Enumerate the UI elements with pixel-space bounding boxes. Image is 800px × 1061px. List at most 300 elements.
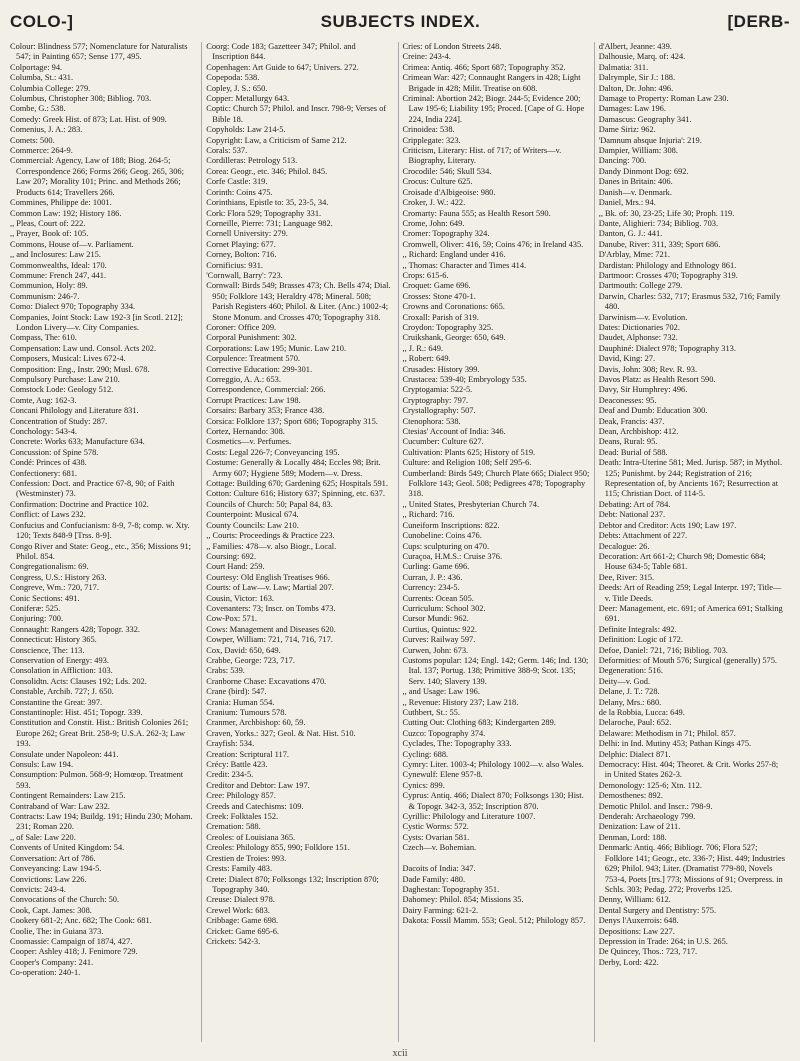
index-entry: Cystic Worms: 572. <box>402 822 469 832</box>
index-entry: Conjuring: 700. <box>10 614 64 624</box>
index-entry: Croxall: Parish of 319. <box>402 312 479 322</box>
index-entry: Communism: 246-7. <box>10 291 80 301</box>
index-entry: Copley, J. S.: 650. <box>206 83 268 93</box>
index-entry: ,, and Usage: Law 196. <box>402 687 480 697</box>
index-entry: Demotic Philol. and Inscr.: 798-9. <box>598 801 713 811</box>
index-entry: Creine: 243-4. <box>402 52 451 62</box>
index-entry: Credit: 234-5. <box>206 770 254 780</box>
index-entry: Cynics: 899. <box>402 780 445 790</box>
index-entry: Cows: Management and Diseases 620. <box>206 624 336 634</box>
index-entry: Cow-Pox: 571. <box>206 614 257 624</box>
index-entry: Deaf and Dumb: Education 300. <box>598 406 708 416</box>
index-entry: Cunobeline: Coins 476. <box>402 531 482 541</box>
index-entry: Cuzco: Topography 374. <box>402 728 486 738</box>
index-entry: Criminal: Abortion 242; Biogr. 244-5; Evidence 200; Law 195-6; Liability 195; Proced. [Cape of G. Hope 224, India 224]. <box>402 94 585 124</box>
index-entry: Crystallography: 507. <box>402 406 476 416</box>
index-entry: Columbus, Christopher 308; Bibliog. 703. <box>10 94 152 104</box>
index-entry: Ctesias' Account of India: 346. <box>402 427 506 437</box>
index-entry: Counterpoint: Musical 674. <box>206 510 299 520</box>
index-entry: Constable, Archib. 727; J. 650. <box>10 687 114 697</box>
index-entry: Deak, Francis: 437. <box>598 416 665 426</box>
index-entry: Deans, Rural: 95. <box>598 437 658 447</box>
index-columns <box>10 42 790 1042</box>
index-entry: Cornwall: Birds 549; Brasses 473; Ch. Bells 474; Dial. 950; Folklore 143; Heraldry 478; Mineral. 508; Parish Registers 460; Philol. & Liter. (Anc.) 1002-4; Stone Monum. and Crosses 470; Topography 318. <box>206 281 391 322</box>
index-entry: Cranborne Chase: Excavations 470. <box>206 676 327 686</box>
index-entry: Dartmouth: College 279. <box>598 281 683 291</box>
index-entry: Delaware: Methodism in 71; Philol. 857. <box>598 728 736 738</box>
header-right: [DERB- <box>727 12 790 31</box>
index-entry: Danton, G. J.: 441. <box>598 229 663 239</box>
index-entry: Corsica: Folklore 137; Sport 686; Topography 315. <box>206 416 378 426</box>
index-entry: Crowns and Coronations: 665. <box>402 302 505 312</box>
index-entry: Daghestan: Topography 351. <box>402 884 500 894</box>
index-entry: Connaught: Rangers 428; Topogr. 332. <box>10 624 140 634</box>
index-entry: Consolidtn. Acts: Clauses 192; Lds. 202. <box>10 676 147 686</box>
index-entry: Dandy Dinmont Dog: 692. <box>598 166 689 176</box>
index-entry: de la Robbia, Lucca: 649. <box>598 708 685 717</box>
index-entry: Conscience, The: 113. <box>10 645 85 655</box>
index-entry: Consuls: Law 194. <box>10 760 74 770</box>
index-entry: Concentration of Study: 287. <box>10 416 108 426</box>
index-entry: Deity—v. God. <box>598 676 651 686</box>
index-entry: Cruikshank, George: 650, 649. <box>402 333 506 343</box>
index-entry: Cyclades, The: Topography 333. <box>402 739 512 749</box>
index-entry: Cree: Philology 857. <box>206 791 276 801</box>
index-entry: ,, Richard: England under 416. <box>402 250 506 260</box>
index-entry: Commonwealths, Ideal: 170. <box>10 260 107 270</box>
index-entry: Conic Sections: 491. <box>10 593 80 603</box>
index-entry: Dante, Alighieri: 734; Bibliog. 703. <box>598 218 719 228</box>
index-entry: Corinth: Coins 475. <box>206 187 273 197</box>
index-entry: Corporations: Law 195; Munic. Law 210. <box>206 343 347 353</box>
index-entry: Corney, Bolton: 716. <box>206 250 277 260</box>
index-entry: Coptic: Church 57; Philol. and Inscr. 798-9; Verses of Bible 18. <box>206 104 387 124</box>
index-entry: Compass, The: 610. <box>10 333 77 343</box>
index-entry: Coomassie: Campaign of 1874, 427. <box>10 936 133 946</box>
index-entry: Corrupt Practices: Law 198. <box>206 395 301 405</box>
index-entry: Crops: 615-6. <box>402 270 449 280</box>
index-entry: Cremation: 588. <box>206 822 261 832</box>
index-entry: Congreve, Wm.: 720, 717. <box>10 583 99 593</box>
index-entry: Constantine the Great: 397. <box>10 697 103 707</box>
index-entry: Damages: Law 196. <box>598 104 666 114</box>
index-entry: Demosthenes: 892. <box>598 791 663 801</box>
index-entry: Daniel, Mrs.: 94. <box>598 198 656 208</box>
index-entry: Consulate under Napoleon: 441. <box>10 749 119 759</box>
index-entry: Compulsory Purchase: Law 210. <box>10 375 120 384</box>
index-entry: D'Arblay, Mme: 721. <box>598 250 670 260</box>
index-entry: Columbia College: 279. <box>10 83 91 93</box>
index-entry: Curves: Railway 597. <box>402 635 476 645</box>
index-entry: Cooper's Company: 241. <box>10 957 94 967</box>
index-entry: Covenanters: 73; Inscr. on Tombs 473. <box>206 603 336 613</box>
index-entry: Costume: Generally & Locally 484; Eccles 98; Brit. Army 607; Hygiene 589; Modern—v. Dress. <box>206 458 381 478</box>
index-entry: Cranmer, Archbishop: 60, 59. <box>206 718 306 728</box>
index-entry: Companies, Joint Stock: Law 192-3 [in Scotl. 212]; London Livery—v. City Companies. <box>10 312 183 332</box>
index-entry: Conflict: of Laws 232. <box>10 510 86 520</box>
index-entry: Cottage: Building 670; Gardening 625; Hospitals 591. <box>206 479 388 489</box>
index-entry: Composers, Musical: Lives 672-4. <box>10 354 126 364</box>
index-entry: Cribbage: Game 698. <box>206 916 279 926</box>
index-entry: Croisade d'Albigeoise: 980. <box>402 187 496 197</box>
index-entry: Ctenophora: 538. <box>402 416 461 426</box>
index-entry: Cursor Mundi: 962. <box>402 614 469 624</box>
index-entry: Cumberland: Birds 549; Church Plate 665; Dialect 950; Folklore 143; Geol. 508; Pedigrees 478; Topography 318. <box>402 468 590 499</box>
index-entry: Corrective Education: 299-301. <box>206 364 313 374</box>
index-entry: Death: Intra-Uterine 581; Med. Jurisp. 587; in Mythol. 125; Punishmt. by 244; Registration of 216; Representation of, by Ancients 167; Resurrection at 115; Christian Doct. of 114-5. <box>598 458 783 499</box>
index-entry: Debtor and Creditor: Acts 190; Law 197. <box>598 520 737 530</box>
index-entry: Crete: Dialect 870; Folksongs 132; Inscription 870; Topography 340. <box>206 874 379 894</box>
index-entry: Davis, John: 308; Rev. R. 93. <box>598 364 698 374</box>
index-entry: Colportage: 94. <box>10 62 63 72</box>
index-entry: Commune: French 247, 441. <box>10 270 107 280</box>
index-entry: Commines, Philippe de: 1001. <box>10 198 112 208</box>
index-entry: Cook, Capt. James: 308. <box>10 905 92 915</box>
index-entry: Cricket: Game 695-6. <box>206 926 280 936</box>
index-entry: Cosmetics—v. Perfumes. <box>206 437 292 447</box>
index-entry: Definite Integrals: 492. <box>598 624 677 634</box>
index-entry: Cysts: Ovarian 581. <box>402 832 470 842</box>
header-center: SUBJECTS INDEX. <box>320 12 481 31</box>
index-entry: Crosses: Stone 470-1. <box>402 291 476 301</box>
index-entry: Dates: Dictionaries 702. <box>598 322 680 332</box>
index-entry: Curran, J. P.: 436. <box>402 572 463 582</box>
index-entry: Cooper: Ashley 418; J. Fenimore 729. <box>10 947 138 957</box>
index-entry: Commercial: Agency, Law of 188; Biog. 264-5; Correspondence 266; Forms 266; Geog. 265, 306; Law 207; Morality 101; Princ. and Methods 266; Products 614; Travellers 266. <box>10 156 184 197</box>
index-entry: Crabbe, George: 723, 717. <box>206 655 295 665</box>
index-entry: ,, Robert: 649. <box>402 354 451 364</box>
index-entry: Como: Dialect 970; Topography 334. <box>10 302 136 312</box>
index-entry: Congregationalism: 69. <box>10 562 89 572</box>
index-entry: Currents: Ocean 505. <box>402 593 474 603</box>
index-entry: Cripplegate: 323. <box>402 135 461 145</box>
index-entry: Democracy: Hist. 404; Theoret. & Crit. Works 257-8; in United States 262-3. <box>598 760 779 780</box>
index-entry: Correggio, A. A.: 653. <box>206 375 281 384</box>
index-entry: Comets: 500. <box>10 135 55 145</box>
index-entry: ,, Courts: Proceedings & Practice 223. <box>206 531 335 541</box>
index-entry: Consolation in Affliction: 103. <box>10 666 113 676</box>
index-entry: Curaçoa, H.M.S.: Cruise 376. <box>402 551 503 561</box>
index-entry: Connecticut: History 365. <box>10 635 97 645</box>
index-entry: Contraband of War: Law 232. <box>10 801 110 811</box>
index-entry: Cookery 681-2; Anc. 682; The Cook: 681. <box>10 916 152 926</box>
index-entry: Dahomey: Philol. 854; Missions 35. <box>402 895 524 905</box>
index-entry: Darwinism—v. Evolution. <box>598 312 688 322</box>
index-entry: Cups: sculpturing on 470. <box>402 541 490 551</box>
index-entry: Curwen, John: 673. <box>402 645 469 655</box>
index-entry: Curriculum: School 302. <box>402 603 486 613</box>
index-entry: Cyprus: Antiq. 466; Dialect 870; Folksongs 130; Hist. & Topogr. 342-3, 352; Inscription 870. <box>402 791 584 811</box>
index-entry: ,, United States, Presbyterian Church 74. <box>402 499 540 509</box>
index-entry: Confirmation: Doctrine and Practice 102. <box>10 499 149 509</box>
index-entry: Cork: Flora 529; Topography 331. <box>206 208 322 218</box>
index-entry: Cordilleras: Petrology 513. <box>206 156 298 166</box>
index-entry: Crestien de Troies: 993. <box>206 853 287 863</box>
index-entry: Cryptography: 797. <box>402 395 469 405</box>
index-entry: Deaconesses: 95. <box>598 395 657 405</box>
index-entry: Crocus: Culture 625. <box>402 177 473 187</box>
index-entry: Cynewulf: Elene 957-8. <box>402 770 483 780</box>
index-entry: Comedy: Greek Hist. of 873; Lat. Hist. of 909. <box>10 114 167 124</box>
index-entry: Compensation: Law und. Consol. Acts 202. <box>10 343 157 353</box>
index-entry: Corporal Punishment: 302. <box>206 333 297 343</box>
index-entry: Dalhousie, Marq. of: 424. <box>598 52 686 62</box>
index-entry: Cultivation: Plants 625; History of 519. <box>402 447 536 457</box>
index-entry: Conservation of Energy: 493. <box>10 655 109 665</box>
index-entry: Damage to Property: Roman Law 230. <box>598 94 729 104</box>
index-entry: Confectionery: 681. <box>10 468 77 478</box>
index-entry: Combe, G.: 538. <box>10 104 66 114</box>
index-entry: Dental Surgery and Dentistry: 575. <box>598 905 717 915</box>
index-entry: Contingent Remainders: Law 215. <box>10 791 126 801</box>
index-entry: Crania: Human 554. <box>206 697 275 707</box>
index-entry: Debating: Art of 784. <box>598 499 671 509</box>
index-entry: Craven, Yorks.: 327; Geol. & Nat. Hist. 510. <box>206 728 356 738</box>
index-entry: Commons, House of—v. Parliament. <box>10 239 134 249</box>
index-entry: Convicts: 243-4. <box>10 884 66 894</box>
index-entry: Coolie, The: in Guiana 373. <box>10 926 104 936</box>
index-entry: Copyholds: Law 214-5. <box>206 125 286 135</box>
column-3 <box>398 42 594 1042</box>
index-entry: Crayfish: 534. <box>206 739 255 749</box>
index-entry: ,, of Sale: Law 220. <box>10 832 76 842</box>
index-entry: Dalrymple, Sir J.: 188. <box>598 73 676 83</box>
index-entry: Condé: Princes of 438. <box>10 458 87 468</box>
index-entry: Crewel Work: 683. <box>206 905 270 915</box>
index-entry: Comenius, J. A.: 283. <box>10 125 83 135</box>
index-entry: Depositions: Law 227. <box>598 926 675 936</box>
index-entry: Denman, Lord: 188. <box>598 832 667 842</box>
index-entry: Deeds: Art of Reading 259; Legal Interpr. 197; Title—v. Title Deeds. <box>598 583 782 603</box>
index-entry: Derby, Lord: 422. <box>598 957 659 967</box>
index-entry: 'Cornwall, Barry': 723. <box>206 270 283 280</box>
index-entry: Denny, William: 612. <box>598 895 671 905</box>
index-entry: Culture: and Religion 108; Self 295-6. <box>402 458 532 468</box>
index-entry: Delane, J. T.: 728. <box>598 687 660 697</box>
index-entry: De Quincey, Thos.: 723, 717. <box>598 947 698 957</box>
index-entry: Denys l'Auxerrois: 648. <box>598 916 679 926</box>
index-entry: Delany, Mrs.: 680. <box>598 697 662 707</box>
index-entry: Daudet, Alphonse: 732. <box>598 333 678 343</box>
index-entry: Denderah: Archaeology 799. <box>598 812 696 822</box>
index-entry: Courtesy: Old English Treatises 966. <box>206 572 330 582</box>
index-entry: Delphic: Dialect 871. <box>598 749 671 759</box>
index-entry: Copenhagen: Art Guide to 647; Univers. 272. <box>206 62 359 72</box>
index-entry: Creoles: of Louisiana 365. <box>206 832 296 842</box>
index-entry: Cymry: Liter. 1003-4; Philology 1002—v. also Wales. <box>402 760 584 770</box>
index-entry: Cuneiform Inscriptions: 822. <box>402 520 500 530</box>
index-entry: Darwin, Charles: 532, 717; Erasmus 532, 716; Family 480. <box>598 291 781 312</box>
index-entry: Convents of United Kingdom: 54. <box>10 843 125 853</box>
index-entry: d'Albert, Jeanne: 439. <box>598 42 672 51</box>
index-entry: Cromer: Topography 324. <box>402 229 490 239</box>
index-entry: Cousin, Victor: 163. <box>206 593 274 603</box>
index-entry: Cornificius: 931. <box>206 260 264 270</box>
index-entry: Croker, J. W.: 422. <box>402 198 466 208</box>
index-entry: Cromwell, Oliver: 416, 59; Coins 476; in Ireland 435. <box>402 239 584 249</box>
index-entry: Cornet Playing: 677. <box>206 239 276 249</box>
index-entry: Comstock Lode: Geology 512. <box>10 385 114 395</box>
index-entry: Curling: Game 696. <box>402 562 470 572</box>
index-entry: Crustacea: 539-40; Embryology 535. <box>402 375 527 384</box>
index-entry: Crests: Family 483. <box>206 864 273 874</box>
index-entry: Cycling: 688. <box>402 749 449 759</box>
index-entry <box>403 854 590 864</box>
index-entry: Coniferæ: 525. <box>10 603 61 613</box>
index-entry: Crécy: Battle 423. <box>206 760 268 770</box>
index-entry: Corneille, Pierre: 731; Language 982. <box>206 218 333 228</box>
index-entry: Constitution and Constit. Hist.: British Colonies 261; Europe 262; Great Brit. 258-9; U.S.A. 262-3; Law 193. <box>10 718 189 749</box>
index-entry: Cuthbert, St.: 55. <box>402 708 460 717</box>
index-entry: Curtius, Quintus: 922. <box>402 624 477 634</box>
index-entry: Corinthians, Epistle to: 35, 23-5, 34. <box>206 198 329 208</box>
index-entry: Cucumber: Culture 627. <box>402 437 484 447</box>
index-entry: Cryptogamia: 522-5. <box>402 385 473 395</box>
index-entry: Convocations of the Church: 50. <box>10 895 120 905</box>
page-number: xcii <box>392 1048 408 1059</box>
index-entry: Damascus: Geography 341. <box>598 114 692 124</box>
index-entry: ,, J. R.: 649. <box>402 343 443 353</box>
index-entry: Convictions: Law 226. <box>10 874 87 884</box>
index-entry: Dalton, Dr. John: 496. <box>598 83 674 93</box>
index-entry: Croydon: Topography 325. <box>402 322 494 332</box>
index-entry: Crocodile: 546; Skull 534. <box>402 166 492 176</box>
index-entry: Concani Philology and Literature 831. <box>10 406 139 416</box>
index-entry: Dacoits of India: 347. <box>402 864 476 874</box>
index-entry: Danish—v. Denmark. <box>598 187 672 197</box>
index-entry: Creeds and Catechisms: 109. <box>206 801 304 811</box>
index-entry: Cowper, William: 721, 714, 716, 717. <box>206 635 333 645</box>
index-entry: Degeneration: 516. <box>598 666 663 676</box>
index-entry: Cotton: Culture 616; History 637; Spinning, etc. 637. <box>206 489 385 499</box>
index-entry: Coorg: Code 183; Gazetteer 347; Philol. and Inscription 844. <box>206 42 356 62</box>
index-entry: Crane (bird): 547. <box>206 687 267 697</box>
index-entry: Common Law: 192; History 186. <box>10 208 122 218</box>
index-entry: Dee, River: 315. <box>598 572 655 582</box>
index-entry: Dead: Burial of 588. <box>598 447 668 457</box>
index-entry: ,, Richard: 716. <box>402 510 455 520</box>
index-entry: Corfe Castle: 319. <box>206 177 268 187</box>
index-entry: Dade Family: 480. <box>402 874 466 884</box>
index-entry: Creation: Scriptural 117. <box>206 749 289 759</box>
index-entry: Denmark: Antiq. 466; Bibliogr. 706; Flora 527; Folklore 141; Geogr., etc. 336-7; Hist. 449; Industries 629; Philol. 943; Liter. (Dramatist 779-80, Novels 753-4, Poets [trs.] 773; Missions of 91; Overpress. in Schls. 303; Pedag. 272; Proverbs 125. <box>598 843 786 894</box>
index-entry: Croquet: Game 696. <box>402 281 471 291</box>
index-entry: ,, Prayer, Book of: 105. <box>10 229 89 239</box>
index-entry: Creek: Folktales 152. <box>206 812 279 822</box>
index-entry: Congress, U.S.: History 263. <box>10 572 107 582</box>
index-entry: Denization: Law of 211. <box>598 822 681 832</box>
index-entry: Dakota: Fossil Mamm. 553; Geol. 512; Philology 857. <box>402 916 586 926</box>
index-entry: Cranium: Tumours 578. <box>206 708 287 717</box>
index-entry: County Councils: Law 210. <box>206 520 299 530</box>
index-entry: Creuse: Dialect 978. <box>206 895 275 905</box>
index-entry: ,, and Inclosures: Law 215. <box>10 250 101 260</box>
index-entry: Crimea: Antiq. 466; Sport 687; Topography 352. <box>402 62 566 72</box>
index-entry: Crimean War: 427; Connaught Rangers in 428; Light Brigade in 428; Milit. Treatise on 608. <box>402 73 581 93</box>
index-entry: ,, Families: 478—v. also Biogr., Local. <box>206 541 337 551</box>
index-entry: Dampier, William: 308. <box>598 146 678 156</box>
index-entry: Crinoidea: 538. <box>402 125 455 135</box>
index-entry: Copper: Metallurgy 643. <box>206 94 290 104</box>
index-entry: Columba, St.: 431. <box>10 73 74 83</box>
index-entry: Corals: 537. <box>206 146 248 156</box>
index-entry: Crickets: 542-3. <box>206 936 261 946</box>
index-entry: Delaroche, Paul: 652. <box>598 718 672 728</box>
index-entry: Copepoda: 538. <box>206 73 260 83</box>
index-entry: Decoration: Art 661-2; Church 98; Domestic 684; House 634-5; Table 681. <box>598 551 766 572</box>
header-left: COLO-] <box>10 12 74 31</box>
index-entry: Crome, John: 649. <box>402 218 465 228</box>
index-entry: Davy, Sir Humphrey: 496. <box>598 385 688 395</box>
index-entry: David, King: 27. <box>598 354 656 364</box>
index-entry: Correspondence, Commercial: 266. <box>206 385 326 395</box>
index-entry: Criticism, Literary: Hist. of 717; of Writers—v. Biography, Literary. <box>402 146 562 166</box>
index-entry: ,, Pleas, Court of: 222. <box>10 218 86 228</box>
index-entry: Creditor and Debtor: Law 197. <box>206 780 310 790</box>
index-entry: Crusades: History 399. <box>402 364 480 374</box>
index-entry: Crabs: 539. <box>206 666 245 676</box>
index-entry: Dartmoor: Crosses 470; Topography 319. <box>598 270 738 280</box>
index-entry: Confucius and Confucianism: 8-9, 7-8; comp. w. Xty. 120; Texts 848-9 [Trss. 8-9]. <box>10 520 190 541</box>
index-entry: Deer: Management, etc. 691; of America 691; Stalking 691. <box>598 603 783 624</box>
index-entry: Copyright: Law, a Criticism of Same 212. <box>206 135 347 145</box>
index-entry: ,, Revenue: History 237; Law 218. <box>402 697 519 707</box>
index-entry: Danes in Britain: 406. <box>598 177 673 187</box>
index-entry: Courts: of Law—v. Law; Martial 207. <box>206 583 334 593</box>
index-entry: Dame Siriz: 962. <box>598 125 656 135</box>
index-entry: Court Hand: 259. <box>206 562 265 572</box>
index-entry: Defoe, Daniel: 721, 716; Bibliog. 703. <box>598 645 728 655</box>
index-entry: Depression in Trade: 264; in U.S. 265. <box>598 936 728 946</box>
index-entry: Contracts: Law 194; Buildg. 191; Hindu 230; Moham. 231; Roman 220. <box>10 812 193 832</box>
index-entry: Decalogue: 26. <box>598 541 650 551</box>
index-entry: Communion, Holy: 89. <box>10 281 88 291</box>
index-entry: Currency: 234-5. <box>402 583 460 593</box>
index-entry: Dauphiné: Dialect 978; Topography 313. <box>598 343 736 353</box>
index-entry: Composition: Eng., Instr. 290; Musl. 678. <box>10 364 150 374</box>
index-entry: Czech—v. Bohemian. <box>402 843 477 853</box>
index-entry: Conveyancing: Law 194-5. <box>10 864 102 874</box>
index-entry: Corsairs: Barbary 353; France 438. <box>206 406 325 416</box>
index-entry: Cromarty: Fauna 555; as Health Resort 590. <box>402 208 551 218</box>
index-entry: Co-operation: 240-1. <box>10 968 81 978</box>
index-entry: Delhi: in Ind. Mutiny 453; Pathan Kings 475. <box>598 739 752 749</box>
index-entry: Corpulence: Treatment 570. <box>206 354 300 364</box>
index-entry: Comte, Aug: 162-3. <box>10 395 77 405</box>
column-4 <box>594 42 790 1042</box>
index-entry: Colour: Blindness 577; Nomenclature for Naturalists 547; in Painting 657; Sense 177, 495. <box>10 42 188 62</box>
index-entry: Debt: National 237. <box>598 510 666 520</box>
index-entry: Councils of Church: 50; Papal 84, 83. <box>206 499 333 509</box>
index-entry: Concrete: Works 633; Manufacture 634. <box>10 437 145 447</box>
index-entry: Dancing: 700. <box>598 156 647 166</box>
index-entry: ,, Bk. of: 30, 23-25; Life 30; Proph. 119. <box>598 208 735 218</box>
index-entry: Conversation: Art of 786. <box>10 853 96 863</box>
index-entry: 'Damnum absque Injuria': 219. <box>598 135 702 145</box>
index-entry: Cornell University: 279. <box>206 229 288 239</box>
index-entry: Coroner: Office 209. <box>206 322 277 332</box>
index-entry: Cutting Out: Clothing 683; Kindergarten 289. <box>402 718 556 728</box>
index-entry: Costs: Legal 226-7; Conveyancing 195. <box>206 447 340 457</box>
running-header <box>10 12 790 42</box>
index-entry: Dairy Farming: 621-2. <box>402 905 479 915</box>
index-entry: Dean, Archbishop: 412. <box>598 427 679 437</box>
column-2 <box>201 42 397 1042</box>
index-entry: Cortez, Hernando: 308. <box>206 427 285 437</box>
index-entry: Debts: Attachment of 227. <box>598 531 688 541</box>
column-1 <box>10 42 201 1042</box>
index-entry: Deformities: of Mouth 576; Surgical (generally) 575. <box>598 655 777 665</box>
